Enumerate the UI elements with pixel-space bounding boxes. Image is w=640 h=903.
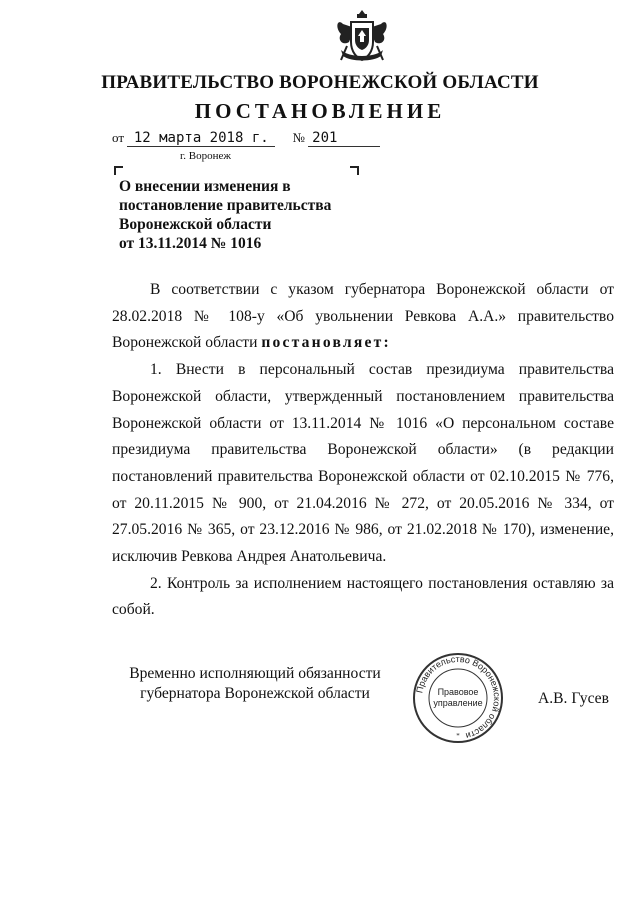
preamble-text: В соответствии с указом губернатора Воронежской области от 28.02.2018 № 108-у «Об увольнении Ревкова А.А.» правительство Воронежской области	[112, 281, 614, 352]
date-number-line	[112, 130, 380, 147]
document-date: 12 марта 2018 г.	[127, 130, 275, 147]
document-body	[112, 277, 614, 624]
coat-of-arms-emblem	[333, 6, 391, 68]
clause-2: 2. Контроль за исполнением настоящего постановления оставляю за собой.	[112, 574, 614, 619]
svg-text:Правовое: Правовое	[437, 687, 479, 697]
document-type: ПОСТАНОВЛЕНИЕ	[194, 99, 446, 123]
date-prefix: от	[112, 130, 125, 145]
resolves-word: постановляет:	[261, 334, 391, 352]
svg-text:управление: управление	[433, 698, 483, 708]
document-subject	[119, 177, 359, 253]
subject-line: от 13.11.2014 № 1016	[119, 235, 262, 252]
svg-text:*: *	[456, 732, 460, 740]
number-prefix: №	[292, 130, 305, 145]
official-stamp	[412, 652, 504, 744]
corner-mark-right	[350, 166, 359, 175]
signatory-title-line: губернатора Воронежской области	[140, 685, 370, 702]
signatory-title-line: Временно исполняющий обязанности	[129, 665, 381, 682]
subject-line: Воронежской области	[119, 216, 272, 233]
government-title: ПРАВИТЕЛЬСТВО ВОРОНЕЖСКОЙ ОБЛАСТИ	[101, 72, 539, 93]
subject-line: постановление правительства	[119, 197, 332, 214]
subject-line: О внесении изменения в	[119, 178, 291, 195]
svg-text:Правительство Воронежской обла: Правительство Воронежской области	[414, 653, 503, 742]
signatory-name: А.В. Гусев	[538, 690, 609, 707]
corner-mark-left	[114, 166, 123, 175]
city-label: г. Воронеж	[180, 150, 231, 162]
signatory-title	[120, 664, 390, 704]
clause-1: 1. Внести в персональный состав президиума правительства Воронежской области, утвержденный постановлением правительства Воронежской области от 13.11.2014 № 1016 «О персональном составе президиума правительства Воронежской области» (в редакции постановлений правительства Воронежской области от 02.10.2015 № 776, от 20.11.2015 № 900, от 21.04.2016 № 272, от 20.05.2016 № 334, от 27.05.2016 № 365, от 23.12.2016 № 986, от 21.02.2018 № 170), изменение, исключив Ревкова Андрея Анатольевича.	[112, 361, 614, 566]
document-number: 201	[308, 130, 380, 147]
preamble-paragraph	[112, 277, 614, 357]
